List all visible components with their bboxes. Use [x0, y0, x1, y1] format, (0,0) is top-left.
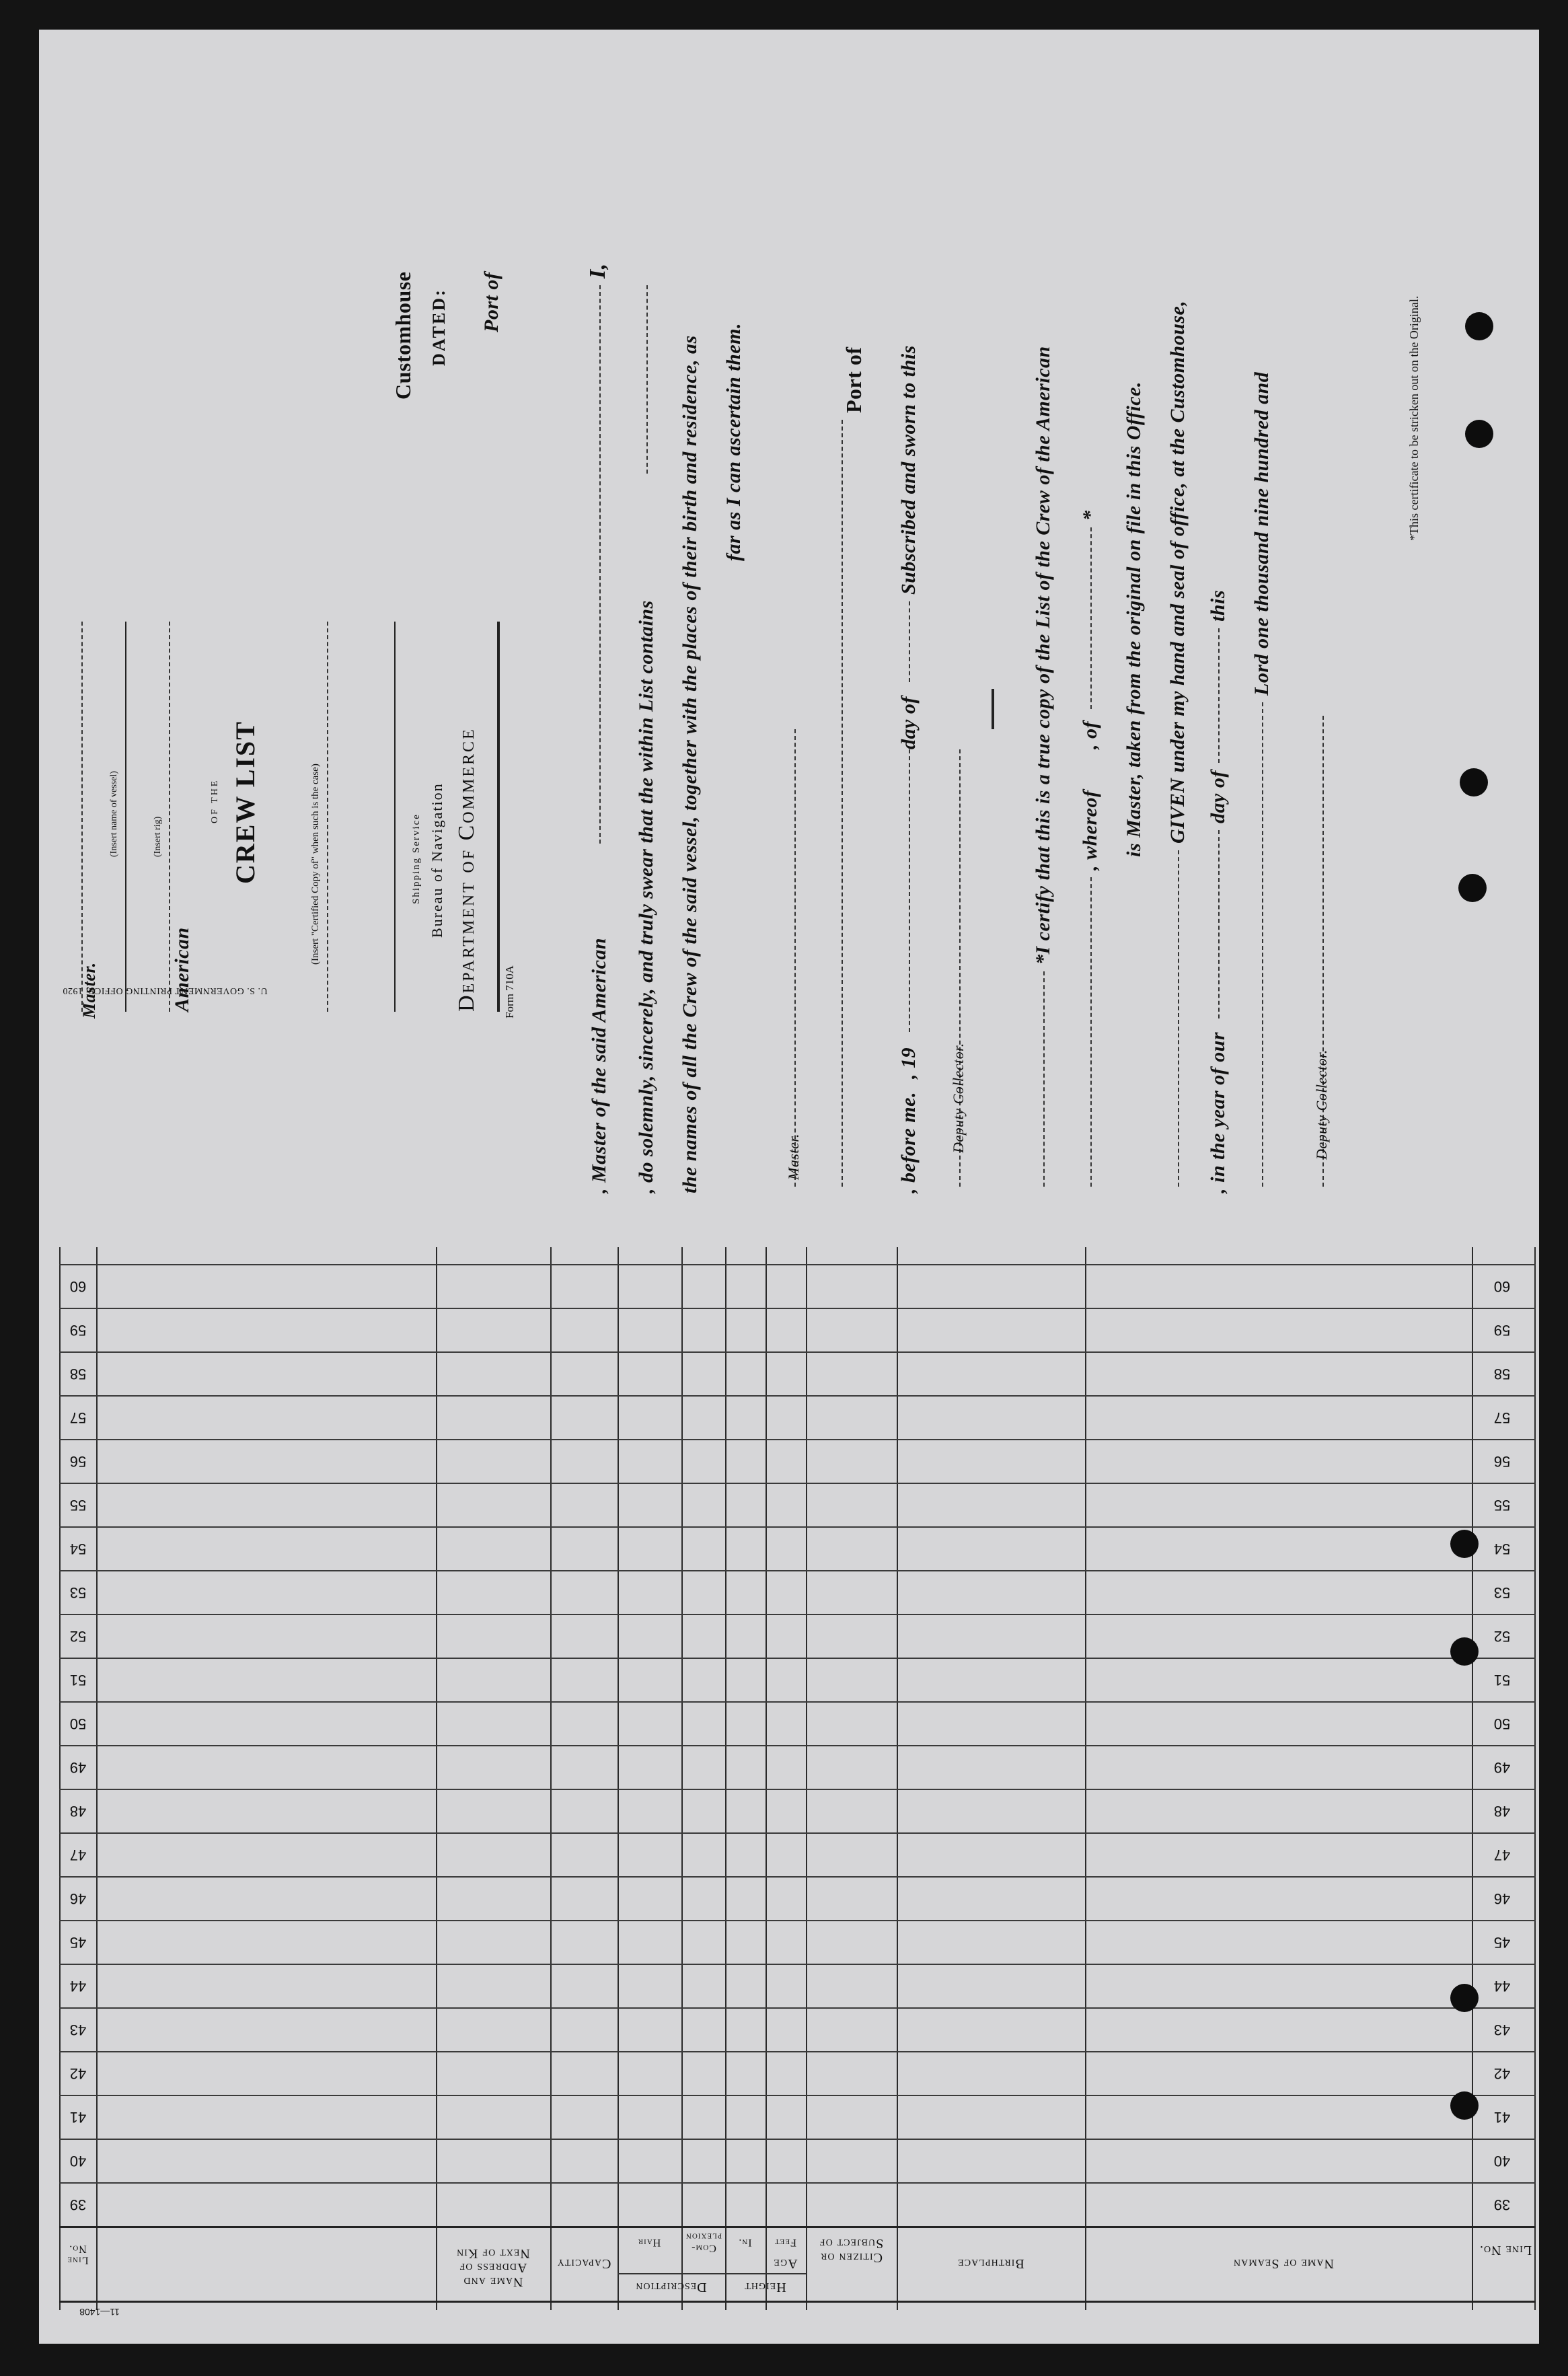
table-row [59, 1745, 1536, 1746]
header-feet: Feet [774, 2236, 797, 2248]
col-line [1472, 1247, 1473, 2310]
row-number-right: 47 [1493, 1846, 1511, 1863]
binder-hole [1450, 1984, 1479, 2012]
customhouse-label: Customhouse [391, 271, 415, 400]
day-of-text: day of [897, 696, 920, 749]
crew-table [59, 1247, 1536, 2317]
cert-line-5b: day of [1207, 770, 1229, 823]
oath-line-2: , do solemnly, sincerely, and truly swear that the within List contains [635, 600, 657, 1193]
cover-rule [497, 622, 500, 1012]
table-row [59, 2095, 1536, 2096]
service-title: Shipping Service [411, 813, 422, 904]
table-row [59, 1483, 1536, 1484]
row-number-left: 46 [69, 1890, 87, 1907]
row-number-left: 50 [69, 1715, 87, 1732]
col-line [725, 1247, 726, 2310]
row-number-right: 54 [1493, 1540, 1511, 1557]
row-number-left: 41 [69, 2108, 87, 2126]
header-capacity: Capacity [556, 2256, 611, 2271]
row-number-left: 58 [69, 1365, 87, 1382]
row-number-left: 52 [69, 1627, 87, 1645]
col-line [897, 1247, 898, 2310]
table-row [59, 1570, 1536, 1571]
american-label: American [171, 927, 193, 1012]
row-number-left: 53 [69, 1584, 87, 1601]
crew-list-title: CREW LIST [230, 720, 260, 884]
row-number-right: 50 [1493, 1715, 1511, 1732]
binder-hole [1450, 1530, 1479, 1558]
row-number-left: 40 [69, 2152, 87, 2169]
col-line [1085, 1247, 1086, 2310]
table-form-code: 11—1408 [79, 2307, 120, 2317]
row-number-right: 60 [1493, 1277, 1511, 1295]
row-number-left: 56 [69, 1452, 87, 1470]
oath-master-label: Master. [785, 1134, 802, 1180]
row-number-left: 55 [69, 1496, 87, 1514]
row-number-right: 49 [1493, 1758, 1511, 1776]
cert-line-3: is Master, taken from the original on file in this Office. [1123, 381, 1145, 857]
col-line [681, 1247, 683, 2310]
binder-hole [1450, 1637, 1479, 1666]
col-line [618, 1247, 619, 2310]
header-line-no: Line No. [1479, 2243, 1532, 2258]
row-number-left: 59 [69, 1321, 87, 1339]
header-birthplace: Birthplace [957, 2256, 1024, 2271]
row-number-right: 59 [1493, 1321, 1511, 1339]
oath-name-line-2 [646, 285, 648, 474]
table-row [59, 1351, 1536, 1353]
table-row [59, 1264, 1536, 1265]
table-row [59, 1964, 1536, 1965]
header-citizen: Citizen or Subject of [819, 2236, 884, 2265]
table-row [59, 1832, 1536, 1834]
cert-line-6: Lord one thousand nine hundred and [1250, 371, 1273, 696]
cert-month-line [1218, 830, 1220, 1018]
table-row [59, 1658, 1536, 1659]
cert-line-2-star: * [1079, 510, 1101, 521]
header-height: Height [744, 2280, 786, 2295]
row-number-right: 40 [1493, 2152, 1511, 2169]
table-row [59, 1876, 1536, 1878]
cert-line-1: *I certify that this is a true copy of the List of the Crew of the American [1032, 346, 1054, 965]
of-the-label: OF THE [210, 778, 220, 823]
cert-line-4: GIVEN under my hand and seal of office, at the Customhouse, [1166, 300, 1189, 844]
row-number-left: 57 [69, 1409, 87, 1426]
oath-line-1-end: , Master of the said American [588, 937, 610, 1193]
table-row [59, 2007, 1536, 2009]
table-row [59, 1614, 1536, 1615]
master-signature-line [794, 729, 796, 1187]
oath-line-1-start: I, [585, 263, 610, 279]
table-row [59, 1920, 1536, 1921]
cover-port-label: Port of [480, 272, 502, 332]
row-number-left: 45 [69, 1933, 87, 1951]
cert-line-5a: this [1207, 589, 1229, 622]
cert-line-2b: , whereof [1079, 790, 1101, 870]
cert-vessel-line [1043, 971, 1045, 1187]
subscribed-text: Subscribed and sworn to this [897, 345, 920, 595]
cert-line-5c: , in the year of our [1207, 1031, 1229, 1193]
col-line [806, 1247, 807, 2310]
oath-line-4: far as I can ascertain them. [722, 322, 745, 561]
cert-year-line [1262, 702, 1263, 1187]
col-line [59, 1247, 61, 2310]
cover-printer-line: U. S. GOVERNMENT PRINTING OFFICE: 1920 [63, 986, 268, 996]
col-line [1534, 1247, 1536, 2310]
bureau-title: Bureau of Navigation [428, 782, 445, 938]
description-subrule [618, 2273, 725, 2274]
cover-rule-2 [394, 622, 396, 1012]
col-line [436, 1247, 437, 2310]
row-number-right: 43 [1493, 2021, 1511, 2038]
oath-day-line [909, 601, 910, 682]
row-number-right: 52 [1493, 1627, 1511, 1645]
row-number-left: 54 [69, 1540, 87, 1557]
oath-line-3: the names of all the Crew of the said vessel, together with the places of their birth and residence, as [679, 335, 701, 1193]
insert-rig-hint: (Insert rig) [153, 816, 163, 857]
row-number-right: 48 [1493, 1802, 1511, 1820]
certificate-footnote: *This certificate to be stricken out on the Original. [1407, 295, 1421, 541]
row-number-right: 56 [1493, 1452, 1511, 1470]
row-number-right: 46 [1493, 1890, 1511, 1907]
oath-deputy-label: Deputy Collector. [950, 1043, 967, 1153]
row-number-right: 53 [1493, 1584, 1511, 1601]
oath-name-line [599, 285, 601, 844]
cover-master-label: Master. [79, 962, 99, 1018]
header-age: Age [773, 2256, 798, 2271]
binder-hole [1465, 312, 1493, 340]
cert-line-2a: , of [1079, 721, 1101, 749]
master-line [81, 622, 83, 1012]
certified-line [327, 622, 328, 1012]
cert-whereof-line [1090, 877, 1092, 1187]
cert-deputy-label: Deputy Collector. [1313, 1049, 1330, 1160]
header-hair: Hair [637, 2236, 661, 2248]
dated-label: DATED: [429, 288, 449, 366]
binder-hole [1460, 768, 1488, 796]
header-complexion: Com- plexion [685, 2231, 722, 2254]
row-number-right: 45 [1493, 1933, 1511, 1951]
row-number-right: 44 [1493, 1977, 1511, 1995]
table-row [59, 2182, 1536, 2184]
cert-day-line [1218, 628, 1220, 763]
certified-hint: (Insert "Certified Copy of" when such is the case) [310, 764, 321, 965]
row-number-left: 51 [69, 1671, 87, 1688]
header-bottom [59, 2301, 1536, 2303]
row-number-left: 49 [69, 1758, 87, 1776]
table-row [59, 1395, 1536, 1397]
height-subrule [725, 2273, 806, 2274]
before-me-text: , before me. [897, 1092, 920, 1193]
seal-mark [992, 689, 994, 729]
row-number-right: 58 [1493, 1365, 1511, 1382]
row-number-left: 43 [69, 2021, 87, 2038]
crew-list-sheet [39, 30, 1539, 2344]
binder-hole [1465, 420, 1493, 448]
oath-port-label: Port of [842, 346, 866, 413]
header-separator [59, 2226, 1536, 2228]
row-number-right: 41 [1493, 2108, 1511, 2126]
cert-customhouse-line [1178, 850, 1179, 1187]
department-title: Department of Commerce [454, 727, 479, 1012]
oath-port-line [842, 420, 843, 1187]
header-line-no-left: Line No. [67, 2243, 89, 2266]
header-description: Description [635, 2280, 707, 2295]
table-row [59, 2051, 1536, 2052]
col-line [766, 1247, 767, 2310]
header-name-seaman: Name of Seaman [1233, 2256, 1334, 2271]
row-number-left: 60 [69, 1277, 87, 1295]
vessel-line [125, 622, 126, 1012]
table-row [59, 1526, 1536, 1528]
insert-vessel-hint: (Insert name of vessel) [109, 771, 119, 857]
row-number-right: 39 [1493, 2196, 1511, 2213]
table-row [59, 1308, 1536, 1309]
col-line [550, 1247, 552, 2310]
form-number: Form 710A [503, 965, 516, 1018]
header-next-of-kin: Name and Address of Next of Kin [456, 2246, 530, 2289]
row-number-right: 57 [1493, 1409, 1511, 1426]
table-row [59, 2139, 1536, 2140]
row-number-right: 42 [1493, 2065, 1511, 2082]
cover-and-oath-section [39, 30, 1539, 1234]
row-number-left: 48 [69, 1802, 87, 1820]
table-row [59, 1789, 1536, 1790]
row-number-left: 39 [69, 2196, 87, 2213]
oath-month-line [909, 749, 910, 1032]
row-number-left: 44 [69, 1977, 87, 1995]
binder-hole [1458, 874, 1487, 902]
binder-hole [1450, 2091, 1479, 2120]
row-number-right: 55 [1493, 1496, 1511, 1514]
rig-line [169, 622, 170, 1012]
cert-of-line [1090, 527, 1092, 709]
header-inches: In. [738, 2236, 752, 2248]
table-row [59, 1439, 1536, 1440]
row-number-right: 51 [1493, 1671, 1511, 1688]
nineteen-text: , 19 [897, 1047, 920, 1079]
col-line [96, 1247, 98, 2310]
row-number-left: 42 [69, 2065, 87, 2082]
table-row [59, 1701, 1536, 1703]
row-number-left: 47 [69, 1846, 87, 1863]
